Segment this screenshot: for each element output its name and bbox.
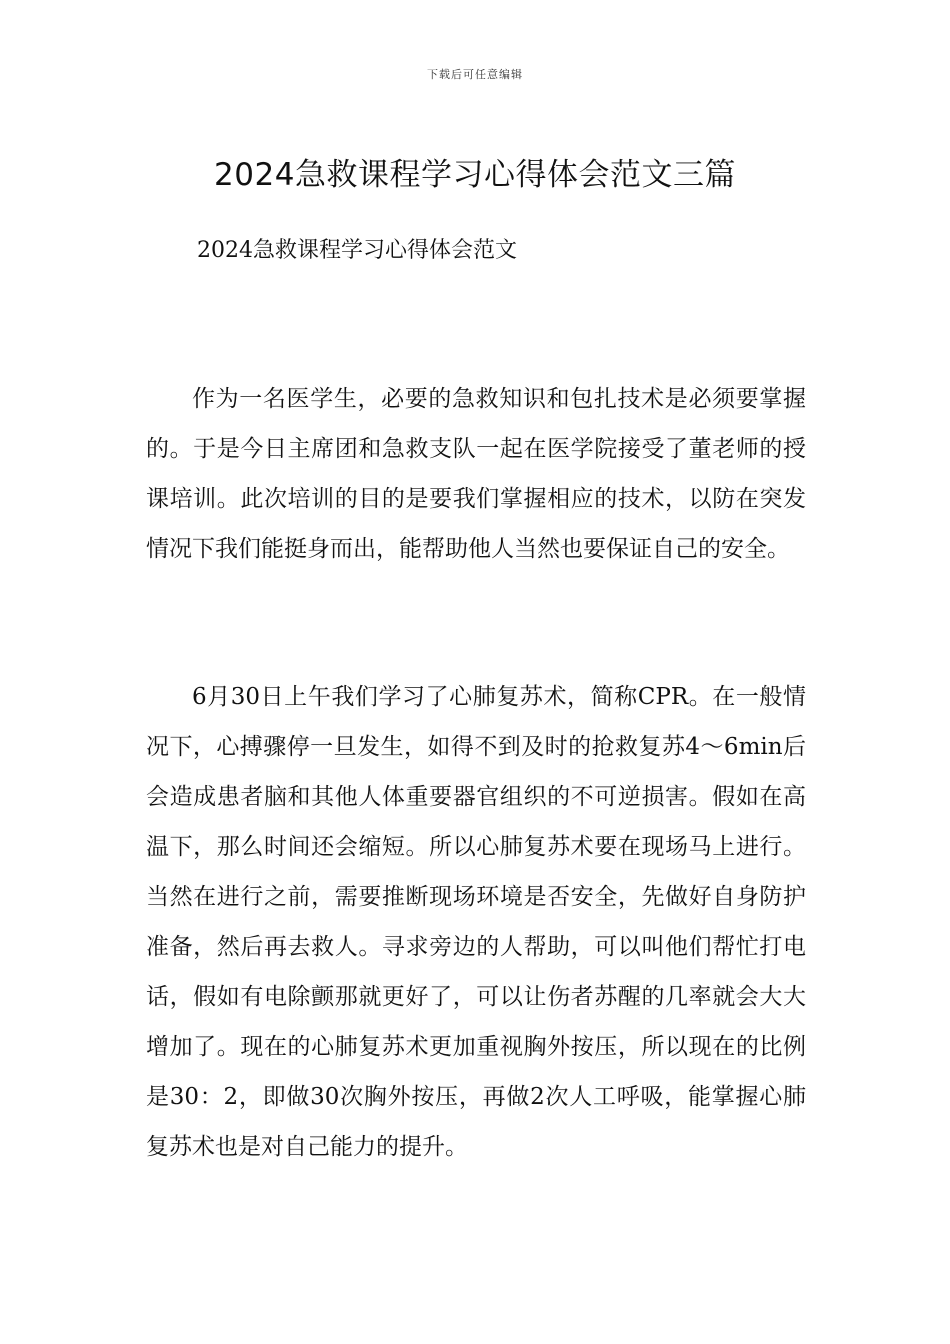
document-title: 2024急救课程学习心得体会范文三篇 [214, 156, 736, 193]
document-subtitle: 2024急救课程学习心得体会范文 [197, 238, 517, 263]
body-paragraph-2: 6月30日上午我们学习了心肺复苏术，简称CPR。在一般情况下，心搏骤停一旦发生，如得不到及时的抢救复苏4～6min后会造成患者脑和其他人体重要器官组织的不可逆损害。假如在高温下，那么时间还会缩短。所以心肺复苏术要在现场马上进行。当然在进行之前，需要推断现场环境是否安全，先做好自身防护准备，然后再去救人。寻求旁边的人帮助，可以叫他们帮忙打电话，假如有电除颤那就更好了，可以让伤者苏醒的几率就会大大增加了。现在的心肺复苏术更加重视胸外按压，所以现在的比例是30：2，即做30次胸外按压，再做2次人工呼吸，能掌握心肺复苏术也是对自己能力的提升。 [146, 684, 806, 1160]
header-note: 下载后可任意编辑 [427, 68, 523, 81]
body-paragraph-1: 作为一名医学生，必要的急救知识和包扎技术是必须要掌握的。于是今日主席团和急救支队一起在医学院接受了董老师的授课培训。此次培训的目的是要我们掌握相应的技术，以防在突发情况下我们能挺身而出，能帮助他人当然也要保证自己的安全。 [146, 386, 806, 562]
